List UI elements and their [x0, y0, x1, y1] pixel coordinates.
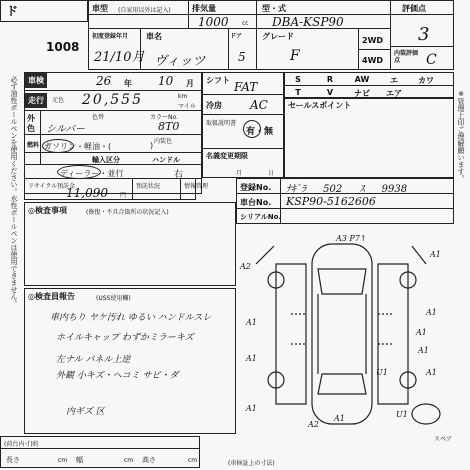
inspector-note-3: 左ナル パネル上逆: [56, 355, 131, 365]
inspection-month-unit: 月: [186, 79, 194, 88]
damage-a1-l2: A1: [246, 354, 257, 363]
sales-point-label: セールスポイント: [288, 101, 352, 110]
mileage-unit: km: [178, 93, 188, 100]
corner-mark: ド: [6, 4, 19, 18]
drive-4wd: 4WD: [362, 56, 384, 65]
color-no-value: 8T0: [158, 120, 180, 133]
grade-label: グレード: [262, 32, 294, 41]
displacement-unit: cc: [242, 20, 249, 27]
spare-label: スペア: [434, 436, 453, 443]
recycle-unit: 円: [120, 192, 127, 199]
inspection-year-unit: 年: [124, 79, 132, 88]
car-name-value: ヴィッツ: [154, 54, 206, 69]
manual-circle: [243, 120, 261, 138]
fuel-value: ガソリン・軽油・(: [44, 142, 112, 151]
handle-value: 右: [174, 170, 184, 180]
first-reg-label: 初度登録年月: [92, 33, 129, 40]
height-label: 高さ: [142, 456, 156, 464]
manual-label: 取扱説明書: [206, 120, 237, 127]
score-value: 3: [418, 24, 430, 45]
width-label: 幅: [76, 456, 83, 464]
import-label: 輸入区分: [92, 156, 120, 164]
displacement-value: 1000: [198, 15, 229, 29]
option-3: エ: [390, 76, 398, 85]
recycle-label: リサイクル預託金: [28, 183, 76, 190]
inspector-note-5: 内ギズ 区: [66, 407, 105, 417]
mileage-value: 20,555: [82, 92, 143, 108]
damage-a1-right: A1: [430, 250, 441, 259]
option-6: V: [326, 88, 334, 97]
damage-a1-l3: A1: [246, 404, 257, 413]
damage-a1-r2: A1: [418, 346, 429, 355]
option-7: ナビ: [354, 89, 370, 98]
color-label: 色替: [92, 114, 105, 121]
name-change-label: 名義変更期限: [206, 152, 248, 160]
option-0: S: [295, 75, 301, 84]
chassis-value: DBA-KSP90: [272, 15, 344, 29]
shift-label: シフト: [206, 76, 230, 85]
damage-a1-rear: A1: [334, 414, 345, 423]
serial-label: シリアルNo.: [240, 213, 282, 221]
inner-color-label: 内装色: [154, 138, 173, 145]
length-label: 長さ: [6, 456, 20, 464]
name-change-month: 月: [236, 170, 243, 177]
import-value: ディーラー・並行: [60, 169, 124, 178]
side-note-left: 必ず油性ボールペンを使用ください。水性ボールペンは使用できません。: [10, 76, 18, 307]
first-reg-value: 21/10月: [94, 50, 145, 65]
name-change-day: 日: [268, 170, 275, 177]
mileage-unit2: マイル: [178, 103, 196, 110]
option-8: エア: [386, 89, 402, 98]
registration-label: 登録No.: [240, 183, 272, 192]
manual-value: 有・無: [246, 127, 274, 137]
cargo-label: (荷台内寸)約: [4, 441, 39, 448]
ref-label: (車検証上の寸法): [228, 460, 275, 467]
score-label: 評価点: [402, 4, 426, 13]
inspection-year: 26: [96, 74, 112, 88]
color-no-label: カラーNo.: [150, 114, 178, 121]
outer-color-label: 外色: [27, 114, 35, 133]
damage-a3-front: A3 P7↑: [336, 234, 367, 243]
vin-label: 車台No.: [240, 198, 272, 207]
damage-a2-rear: A2: [308, 420, 319, 429]
doors-label: ドア: [230, 33, 242, 40]
damage-u1-mid: U1: [376, 368, 388, 377]
damage-u1-rear: U1: [396, 410, 408, 419]
inspection-label: 車検: [25, 73, 47, 88]
checklist-label: ◎検査事項: [28, 206, 67, 215]
vin-value: KSP90-5162606: [286, 195, 376, 208]
damage-a1-r1: A1: [426, 308, 437, 317]
chassis-label: 型・式: [262, 4, 286, 13]
inspector-note-2: ホイルキャップ わずかミラーキズ: [56, 333, 194, 343]
handle-label: ハンドル: [152, 156, 180, 164]
deposit-label: 預託状況: [136, 183, 161, 190]
car-name-label: 車名: [146, 32, 162, 41]
interior-label: 内装評価点: [394, 50, 419, 64]
aircon-value: AC: [250, 98, 268, 112]
fuel-circle: [42, 139, 74, 153]
mileage-prefix: 元色: [52, 97, 65, 104]
fuel-label: 燃料: [27, 142, 40, 149]
lot-number: 1008: [46, 40, 80, 54]
inspection-month: 10: [158, 74, 174, 88]
doors-value: 5: [238, 50, 246, 64]
inspector-label: ◎検査員報告: [28, 292, 75, 301]
option-1: R: [326, 75, 334, 84]
side-note-right: ※管理上印ご理解願います。: [457, 90, 465, 182]
import-circle: [57, 165, 101, 179]
inspector-note: (USS使用欄): [96, 295, 131, 302]
aircon-label: 冷房: [206, 101, 222, 110]
mileage-label: 走行: [25, 93, 47, 108]
registration-value: ﾅｷﾞﾗ 502 ｽ 9938: [286, 184, 408, 195]
info-label: 情報管理: [184, 183, 209, 190]
model-note: (自家用以外は記入): [118, 7, 171, 14]
grade-value: F: [290, 48, 300, 64]
damage-a2-left: A2: [240, 262, 251, 271]
damage-a1-r3: A1: [426, 368, 437, 377]
inspector-note-4: 外観 小キズ・ヘコミ サビ・ダ: [56, 371, 179, 381]
interior-value: C: [426, 52, 437, 68]
color-value: シルバー: [46, 124, 86, 135]
inspector-note-1: 車内ちり ヤケ汚れ ゆるい ハンドルスレ: [50, 313, 212, 323]
model-label: 車型: [92, 4, 108, 13]
checklist-note: (修復・不具合箇所の状況記入): [86, 209, 169, 216]
option-4: カワ: [418, 76, 434, 85]
width-unit: cm: [124, 457, 134, 464]
option-5: T: [295, 88, 301, 97]
height-unit: cm: [188, 457, 198, 464]
recycle-value: 11,090: [66, 186, 108, 200]
option-2: AW: [354, 75, 370, 84]
damage-a1-mid: A1: [416, 328, 427, 337]
drive-2wd: 2WD: [362, 36, 384, 45]
shift-value: FAT: [234, 80, 258, 94]
damage-a1-l1: A1: [246, 318, 257, 327]
displacement-label: 排気量: [192, 4, 216, 13]
length-unit: cm: [58, 457, 68, 464]
fuel-value-end: ): [150, 141, 154, 150]
